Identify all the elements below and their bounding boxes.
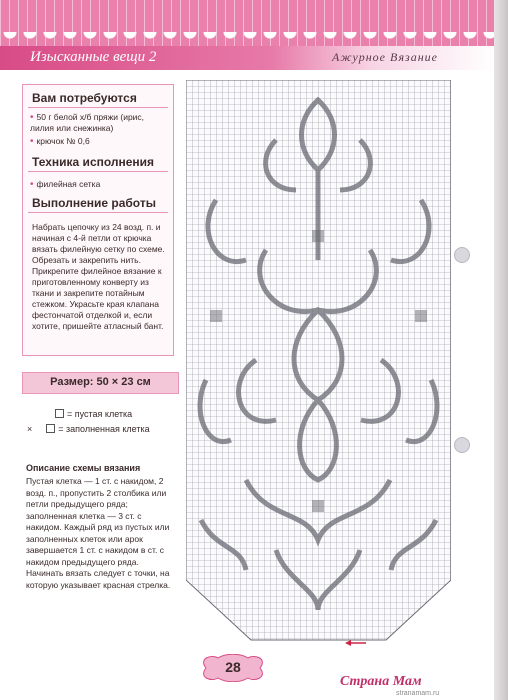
bullet-icon: •: [30, 136, 34, 147]
header-banner: [0, 46, 494, 70]
watermark-url: stranamam.ru: [396, 690, 440, 697]
page-edge: [494, 0, 508, 700]
execution-text: Набрать цепочку из 24 возд. п. и начиная с 4-й петли от крючка вязать филейную сетку по схеме. Обрезать и закрепить нить. Прикрепите филейное вязание к приготовленному конверту из ткани и закрепите потайным стежком. Украсьте края клапана фестончатой отделкой и, если хотите, пришейте атласный бант.: [32, 222, 165, 331]
legend-filled: × = заполненная клетка: [27, 424, 150, 434]
divider: [28, 212, 168, 213]
binder-hole: [454, 247, 470, 263]
legend-empty: = пустая клетка: [55, 409, 132, 419]
page-number: 28: [225, 659, 241, 675]
materials-heading: Вам потребуются: [32, 91, 137, 105]
filled-cell-icon: [46, 424, 55, 433]
divider: [28, 171, 168, 172]
section-title: Ажурное Вязание: [332, 50, 438, 64]
filet-chart: [186, 80, 451, 658]
bullet-icon: •: [30, 112, 34, 123]
binder-hole: [454, 437, 470, 453]
empty-cell-icon: [55, 409, 64, 418]
technique-heading: Техника исполнения: [32, 155, 155, 169]
materials-item: • крючок № 0,6: [30, 136, 90, 147]
size-bar: [22, 372, 179, 394]
page-number-wrap: [198, 654, 268, 682]
magazine-title: Изысканные вещи 2: [30, 49, 157, 65]
bullet-icon: •: [30, 179, 34, 190]
watermark-logo: Страна Мам: [340, 674, 422, 689]
technique-item: • филейная сетка: [30, 179, 101, 190]
execution-heading: Выполнение работы: [32, 196, 156, 210]
size-label: Размер: 50 × 23 см: [50, 376, 151, 388]
materials-item: • 50 г белой х/б пряжи (ирис, лилия или снежинка): [30, 112, 145, 133]
description-text: Пустая клетка — 1 ст. с накидом, 2 возд. п., пропустить 2 столбика или петли предыдущего ряда; заполненная клетка — 3 ст. с накидом. Каждый ряд из пустых или заполненных клеток или арок завершается 1 ст. с накидом в ст. с накидом предыдущего ряда. Начинать вязать следует с точки, на которую указывает красная стрелка.: [26, 476, 171, 590]
cross-mark-icon: ×: [27, 424, 33, 434]
divider: [28, 107, 168, 108]
description-heading: Описание схемы вязания: [26, 463, 141, 473]
top-lace-decoration: [0, 0, 494, 46]
